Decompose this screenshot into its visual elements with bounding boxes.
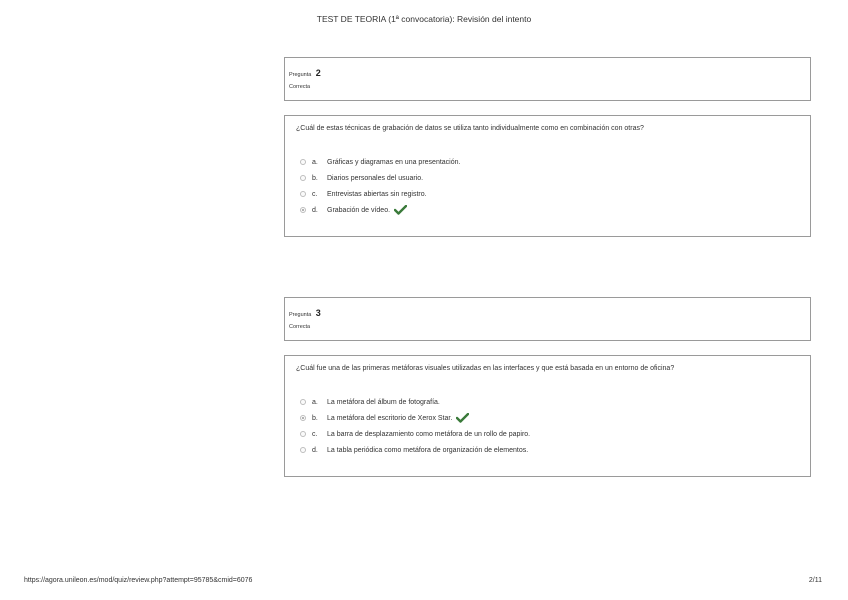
answer-option[interactable]	[300, 410, 799, 426]
answer-letter: a.	[312, 158, 318, 166]
answer-letter: a.	[312, 398, 318, 406]
answer-option[interactable]	[300, 426, 799, 442]
radio-button[interactable]	[300, 399, 306, 405]
question-label: Pregunta	[289, 72, 312, 78]
check-icon	[456, 413, 469, 423]
answer-option[interactable]	[300, 202, 799, 218]
answer-text: La metáfora del álbum de fotografía.	[327, 398, 440, 406]
answer-letter: c.	[312, 190, 318, 198]
answer-letter: c.	[312, 430, 318, 438]
question-number: 2	[315, 68, 321, 78]
answer-text: Gráficas y diagramas en una presentación.	[327, 158, 461, 166]
question-state: Correcta	[289, 324, 311, 330]
answer-text: La metáfora del escritorio de Xerox Star.	[327, 414, 453, 422]
answer-letter: b.	[312, 414, 318, 422]
answer-letter: b.	[312, 174, 318, 182]
radio-button[interactable]	[300, 159, 306, 165]
answer-option[interactable]	[300, 170, 799, 186]
page-number: 2/11	[808, 577, 822, 584]
radio-button-selected[interactable]	[300, 207, 306, 213]
answer-option[interactable]	[300, 186, 799, 202]
answer-option[interactable]	[300, 442, 799, 458]
answer-letter: d.	[312, 206, 318, 214]
footer-url[interactable]: https://agora.unileon.es/mod/quiz/review.php?attempt=95785&cmid=6076	[24, 577, 253, 584]
answer-list	[296, 394, 799, 458]
check-icon	[394, 205, 407, 215]
answer-text: Diarios personales del usuario.	[327, 174, 424, 182]
question-state: Correcta	[289, 84, 311, 90]
answer-text: La tabla periódica como metáfora de organización de elementos.	[327, 446, 529, 454]
question-content-3	[284, 355, 811, 477]
radio-button[interactable]	[300, 447, 306, 453]
question-label: Pregunta	[289, 312, 312, 318]
answer-text: Entrevistas abiertas sin registro.	[327, 190, 427, 198]
answer-option[interactable]	[300, 154, 799, 170]
radio-button-selected[interactable]	[300, 415, 306, 421]
page-title: TEST DE TEORIA (1ª convocatoria): Revisión del intento	[316, 14, 532, 24]
radio-button[interactable]	[300, 175, 306, 181]
answer-letter: d.	[312, 446, 318, 454]
answer-text: Grabación de vídeo.	[327, 206, 391, 214]
question-text: ¿Cuál fue una de las primeras metáforas visuales utilizadas en las interfaces y que está basada en un entorno de oficina?	[296, 365, 675, 372]
question-content-2	[284, 115, 811, 237]
radio-button[interactable]	[300, 191, 306, 197]
question-text: ¿Cuál de estas técnicas de grabación de datos se utiliza tanto individualmente como en combinación con otras?	[296, 125, 644, 132]
radio-button[interactable]	[300, 431, 306, 437]
question-number: 3	[315, 308, 321, 318]
question-info-3	[284, 297, 811, 341]
question-info-2	[284, 57, 811, 101]
answer-text: La barra de desplazamiento como metáfora de un rollo de papiro.	[327, 430, 531, 438]
answer-option[interactable]	[300, 394, 799, 410]
answer-list	[296, 154, 799, 218]
